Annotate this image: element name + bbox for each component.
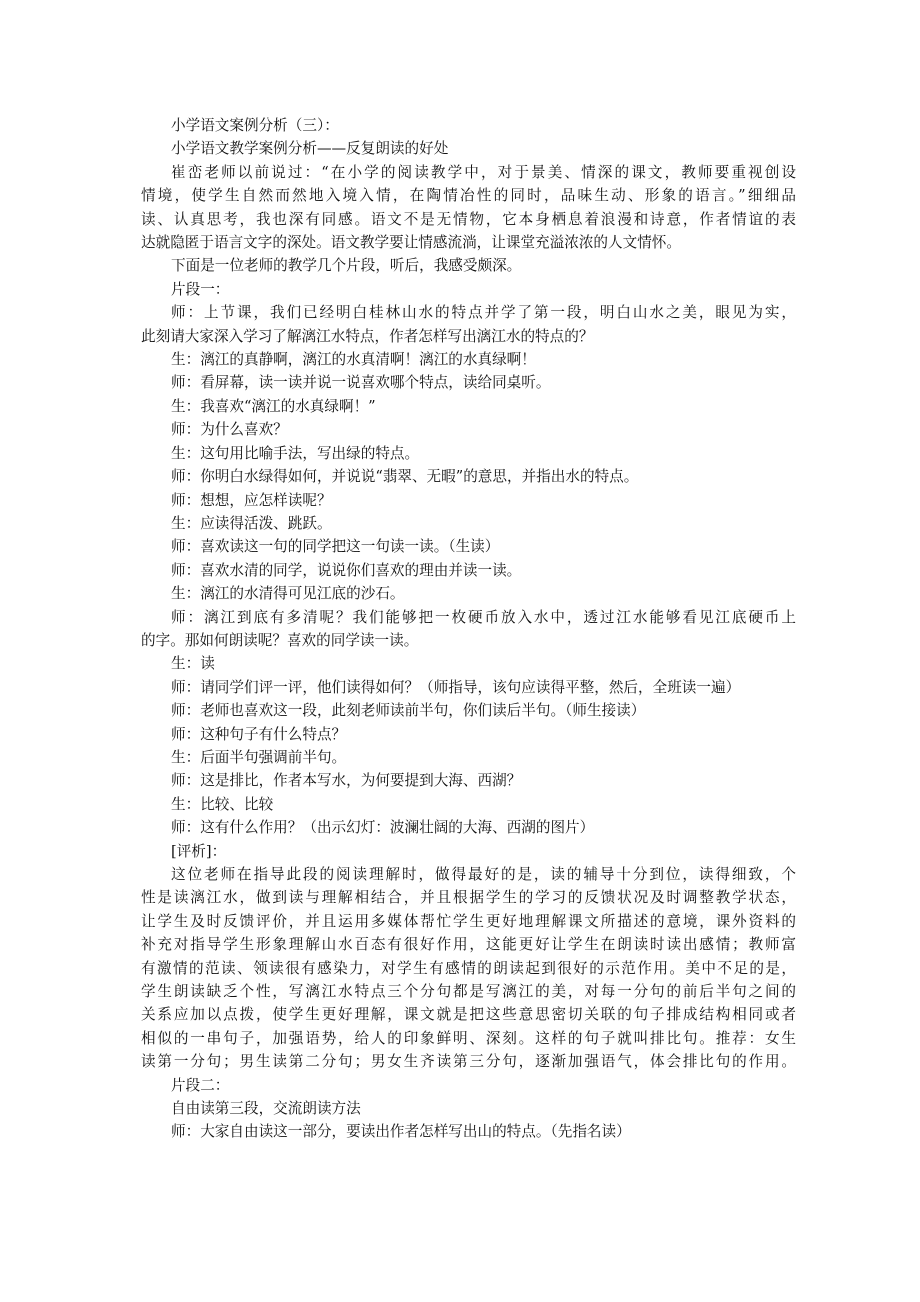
text-line: 补充对指导学生形象理解山水百态有很好作用，这能更好让学生在朗读时读出感情；教师富 xyxy=(141,936,796,954)
text-line: 学生朗读缺乏个性，写漓江水特点三个分句都是写漓江的美，对每一分句的前后半句之间的 xyxy=(141,983,796,1001)
text-line: 师：喜欢水清的同学，说说你们喜欢的理由并读一读。 xyxy=(171,561,522,579)
text-line: 生：读 xyxy=(171,655,215,673)
text-line: 读第一分句；男生读第二分句；男女生齐读第三分句，逐渐加强语气，体会排比句的作用。 xyxy=(141,1053,796,1071)
text-line: 生：应读得活泼、跳跃。 xyxy=(171,514,332,532)
text-line: 师：看屏幕，读一读并说一说喜欢哪个特点，读给同桌听。 xyxy=(171,374,551,392)
text-line: 师：这种句子有什么特点？ xyxy=(171,725,347,743)
text-line: 片段二： xyxy=(171,1076,230,1094)
text-line: 崔峦老师以前说过：“在小学的阅读教学中，对于景美、情深的课文，教师要重视创设 xyxy=(171,163,796,181)
text-line: 小学语文教学案例分析——反复朗读的好处 xyxy=(171,140,449,158)
text-line: 的字。那如何朗读呢？喜欢的同学读一读。 xyxy=(141,631,419,649)
text-line: 师：这是排比，作者本写水，为何要提到大海、西湖？ xyxy=(171,772,522,790)
text-line: 读、认真思考，我也深有同感。语文不是无情物，它本身栖息着浪漫和诗意，作者情谊的表 xyxy=(141,210,796,228)
text-line: 师：上节课，我们已经明白桂林山水的特点并学了第一段，明白山水之美，眼见为实， xyxy=(171,304,796,322)
text-line: 此刻请大家深入学习了解漓江水特点，作者怎样写出漓江水的特点的？ xyxy=(141,327,594,345)
text-line: 师：请同学们评一评，他们读得如何？（师指导，该句应读得平整，然后，全班读一遍） xyxy=(171,678,741,696)
text-line: 相似的一串句子，加强语势，给人的印象鲜明、深刻。这样的句子就叫排比句。推荐：女生 xyxy=(141,1029,796,1047)
text-line: 生：漓江的水清得可见江底的沙石。 xyxy=(171,585,405,603)
text-line: 生：漓江的真静啊，漓江的水真清啊！漓江的水真绿啊！ xyxy=(171,351,536,369)
text-line: 师：为什么喜欢？ xyxy=(171,421,288,439)
text-line: 自由读第三段，交流朗读方法 xyxy=(171,1100,361,1118)
text-line: 生：我喜欢“漓江的水真绿啊！” xyxy=(171,397,376,415)
text-line: 师：大家自由读这一部分，要读出作者怎样写出山的特点。（先指名读） xyxy=(171,1123,631,1141)
text-line: 师：喜欢读这一句的同学把这一句读一读。（生读） xyxy=(171,538,500,556)
text-line: 性是读漓江水，做到读与理解相结合，并且根据学生的学习的反馈状况及时调整教学状态， xyxy=(141,889,796,907)
text-line: 师：老师也喜欢这一段，此刻老师读前半句，你们读后半句。（师生接读） xyxy=(171,702,646,720)
text-line: 小学语文案例分析（三）： xyxy=(171,117,339,134)
text-line: [评析]： xyxy=(171,842,227,860)
text-line: 关系应加以点拨，使学生更好理解，课文就是把这些意思密切关联的句子排成结构相同或者 xyxy=(141,1006,796,1024)
text-line: 生：后面半句强调前半句。 xyxy=(171,748,347,766)
text-line: 下面是一位老师的教学几个片段，听后，我感受颇深。 xyxy=(171,257,522,275)
text-line: 达就隐匿于语言文字的深处。语文教学要让情感流淌，让课堂充溢浓浓的人文情怀。 xyxy=(141,234,681,252)
text-line: 有激情的范读、领读很有感染力，对学生有感情的朗读起到很好的示范作用。美中不足的是， xyxy=(141,959,796,977)
text-line: 生：这句用比喻手法，写出绿的特点。 xyxy=(171,444,420,462)
text-line: 让学生及时反馈评价，并且运用多媒体帮忙学生更好地理解课文所描述的意境，课外资料的 xyxy=(141,912,796,930)
text-line: 片段一： xyxy=(171,280,230,298)
text-line: 师：想想，应怎样读呢？ xyxy=(171,491,332,509)
text-line: 师：漓江到底有多清呢？我们能够把一枚硬币放入水中，透过江水能够看见江底硬币上 xyxy=(171,608,796,626)
text-line: 生：比较、比较 xyxy=(171,795,274,813)
text-line: 师：你明白水绿得如何，并说说“翡翠、无暇”的意思，并指出水的特点。 xyxy=(171,468,639,486)
document-body xyxy=(141,114,796,1144)
text-line: 这位老师在指导此段的阅读理解时，做得最好的是，读的辅导十分到位，读得细致，个 xyxy=(171,866,796,883)
text-line: 师：这有什么作用？（出示幻灯：波澜壮阔的大海、西湖的图片） xyxy=(171,819,595,837)
text-line: 情境，使学生自然而然地入境入情，在陶情冶性的同时，品味生动、形象的语言。”细细品 xyxy=(141,187,796,205)
